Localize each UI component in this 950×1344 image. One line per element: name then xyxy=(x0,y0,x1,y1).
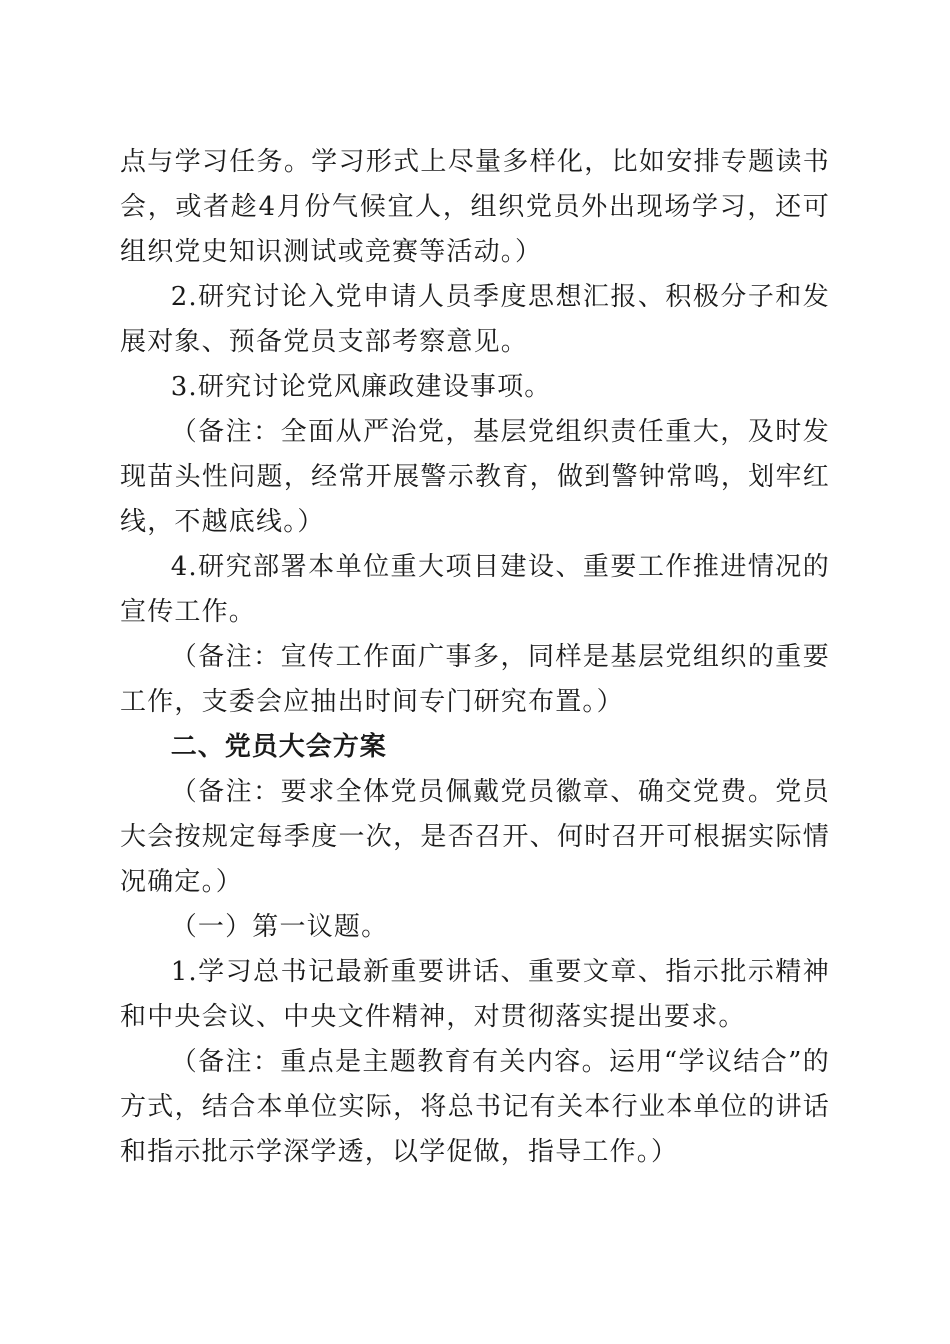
paragraph-note-integrity: （备注：全面从严治党，基层党组织责任重大，及时发现苗头性问题，经常开展警示教育，做到警钟常鸣，划牢红线，不越底线。） xyxy=(120,417,830,537)
paragraph-note-theme-education: （备注：重点是主题教育有关内容。运用“学议结合”的方式，结合本单位实际，将总书记有关本行业本单位的讲话和指示批示学深学透，以学促做，指导工作。） xyxy=(120,1047,830,1167)
document-body xyxy=(120,140,830,1175)
subsection-heading-first-topic: （一）第一议题。 xyxy=(170,912,389,942)
paragraph-continuation-study-tasks: 点与学习任务。学习形式上尽量多样化，比如安排专题读书会，或者趁4月份气候宜人，组织党员外出现场学习，还可组织党史知识测试或竞赛等活动。） xyxy=(120,147,830,267)
section-heading-member-meeting: 二、党员大会方案 xyxy=(170,732,387,762)
paragraph-note-member-meeting: （备注：要求全体党员佩戴党员徽章、确交党费。党员大会按规定每季度一次，是否召开、何时召开可根据实际情况确定。） xyxy=(120,777,830,897)
paragraph-item-2: 2.研究讨论入党申请人员季度思想汇报、积极分子和发展对象、预备党员支部考察意见。 xyxy=(120,282,830,357)
paragraph-item-3: 3.研究讨论党风廉政建设事项。 xyxy=(170,372,552,402)
paragraph-note-publicity: （备注：宣传工作面广事多，同样是基层党组织的重要工作，支委会应抽出时间专门研究布置。） xyxy=(120,642,830,717)
paragraph-topic-item-1: 1.学习总书记最新重要讲话、重要文章、指示批示精神和中央会议、中央文件精神，对贯彻落实提出要求。 xyxy=(120,957,830,1032)
paragraph-item-4: 4.研究部署本单位重大项目建设、重要工作推进情况的宣传工作。 xyxy=(120,552,830,627)
